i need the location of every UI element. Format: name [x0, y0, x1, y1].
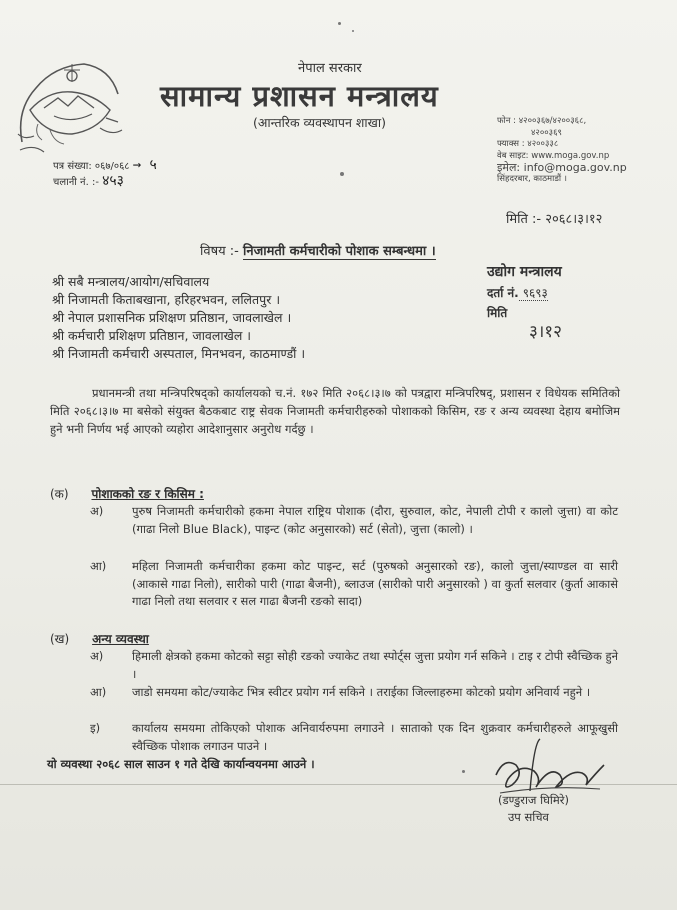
recipient: श्री नेपाल प्रशासनिक प्रशिक्षण प्रतिष्ठान, जावलाखेल ।: [52, 310, 292, 325]
subject-text: निजामती कर्मचारीको पोशाक सम्बन्धमा ।: [243, 244, 436, 259]
dispatch-number: चलानी नं. :- ४५३: [53, 173, 124, 189]
contact-web: वेब साइट: www.moga.gov.np: [497, 150, 610, 161]
nepal-emblem-icon: [14, 50, 126, 158]
recipient: श्री कर्मचारी प्रशिक्षण प्रतिष्ठान, जावलाखेल ।: [52, 328, 252, 343]
body-paragraph: प्रधानमन्त्री तथा मन्त्रिपरिषद्को कार्यालयको च.नं. १७२ मिति २०६८।३।७ को पत्रद्वारा मन्त्रिपरिषद्, प्रशासन र विधेयक समितिको मिति २०६८।३।७ मा बसेको संयुक्त बैठकबाट राष्ट्र सेवक निजामती कर्मचारीहरुको पोशाकको किसिम, रङ र अन्य व्यवस्था देहाय बमोजिम हुने भनी निर्णय भई आएको व्यहोरा आदेशानुसार अनुरोध गर्दछु ।: [50, 386, 620, 436]
branch-name: (आन्तरिक व्यवस्थापन शाखा): [253, 115, 386, 130]
government-name: नेपाल सरकार: [298, 61, 362, 76]
paper-speck: [352, 30, 354, 32]
contact-phone: फोन : ४२००३६७/४२००३६८,: [497, 116, 587, 126]
letter-date: मिति :- २०६८।३।१२: [506, 212, 603, 227]
stamp-date-value: ३।१२: [529, 322, 562, 342]
contact-phone-2: ४२००३६९: [531, 127, 562, 138]
recipient: श्री निजामती किताबखाना, हरिहरभवन, ललितपुर ।: [52, 292, 281, 307]
recipient: श्री निजामती कर्मचारी अस्पताल, मिनभवन, काठमाण्डौं ।: [52, 346, 306, 361]
contact-fax: फ्याक्स : ४२००३३८: [497, 139, 559, 149]
recipient-list: [52, 273, 305, 363]
registration-stamp: [487, 262, 627, 342]
paper-speck: [340, 172, 344, 176]
subject-line: [200, 241, 436, 259]
list-item: इ) कार्यालय समयमा तोकिएको पोशाक अनिवार्यरुपमा लगाउने । साताको एक दिन शुक्रवार कर्मचारीहरुले आफूखुसी स्वैच्छिक पोशाक लगाउन पाउने ।: [90, 721, 618, 753]
signatory-name: (डण्डुराज घिमिरे): [498, 793, 569, 807]
signatory-title: उप सचिव: [508, 810, 549, 824]
stamp-office: उद्योग मन्त्रालय: [487, 264, 562, 280]
paper-speck: [462, 770, 465, 773]
letter-number: पत्र संख्या: ०६७/०६८ → ५: [53, 157, 157, 173]
subject-label: विषय :-: [200, 244, 243, 259]
recipient: श्री सबै मन्त्रालय/आयोग/सचिवालय: [52, 274, 210, 289]
contact-email: इमेल: info@moga.gov.np: [497, 161, 627, 174]
list-item: आ) जाडो समयमा कोट/ज्याकेट भित्र स्वीटर प्रयोग गर्न सकिने । तराईका जिल्लाहरुमा कोटको प्रयोग अनिवार्य नहुने ।: [90, 685, 591, 699]
list-item: अ) हिमाली क्षेत्रको हकमा कोटको सट्टा सोही रङको ज्याकेट तथा स्पोर्ट्स जुत्ता प्रयोग गर्न सकिने । टाइ र टोपी स्वैच्छिक हुने ।: [90, 649, 618, 681]
stamp-date-label: मिति: [487, 306, 508, 320]
list-item: अ) पुरुष निजामती कर्मचारीको हकमा नेपाल राष्ट्रिय पोशाक (दौरा, सुरुवाल, कोट, नेपाली टोपी र कालो जुत्ता) वा कोट (गाढा निलो Blue Black), पाइन्ट (कोट अनुसारको) सर्ट (सेतो), जुत्ता (कालो) ।: [90, 504, 618, 536]
paper-speck: [338, 22, 341, 25]
list-item: आ) महिला निजामती कर्मचारीका हकमा कोट पाइन्ट, सर्ट (पुरुषको अनुसारको रङ), कालो जुत्ता/स्याण्डल वा सारी (आकासे गाढा निलो), सारीको पारी (गाढा बैजनी), ब्लाउज (सारीको पारी अनुसारको ) वा कुर्ता सलवार (कुर्ता आकासे गाढा निलो तथा सलवार र सल गाढा बैजनी रङको सादा): [90, 559, 618, 608]
ministry-name: सामान्य प्रशासन मन्त्रालय: [160, 79, 439, 113]
reference-block: [53, 158, 157, 190]
contact-block: [497, 116, 627, 185]
stamp-registration: दर्ता नं. ९६९३: [487, 286, 548, 300]
contact-address: सिंहदरबार, काठमाडौं ।: [497, 173, 568, 184]
section-a-heading: (क) पोशाकको रङ र किसिम :: [50, 487, 204, 501]
section-b-heading: (ख) अन्य व्यवस्था: [50, 632, 149, 646]
effective-date-note: यो व्यवस्था २०६८ साल साउन १ गते देखि कार्यान्वयनमा आउने ।: [47, 757, 315, 771]
